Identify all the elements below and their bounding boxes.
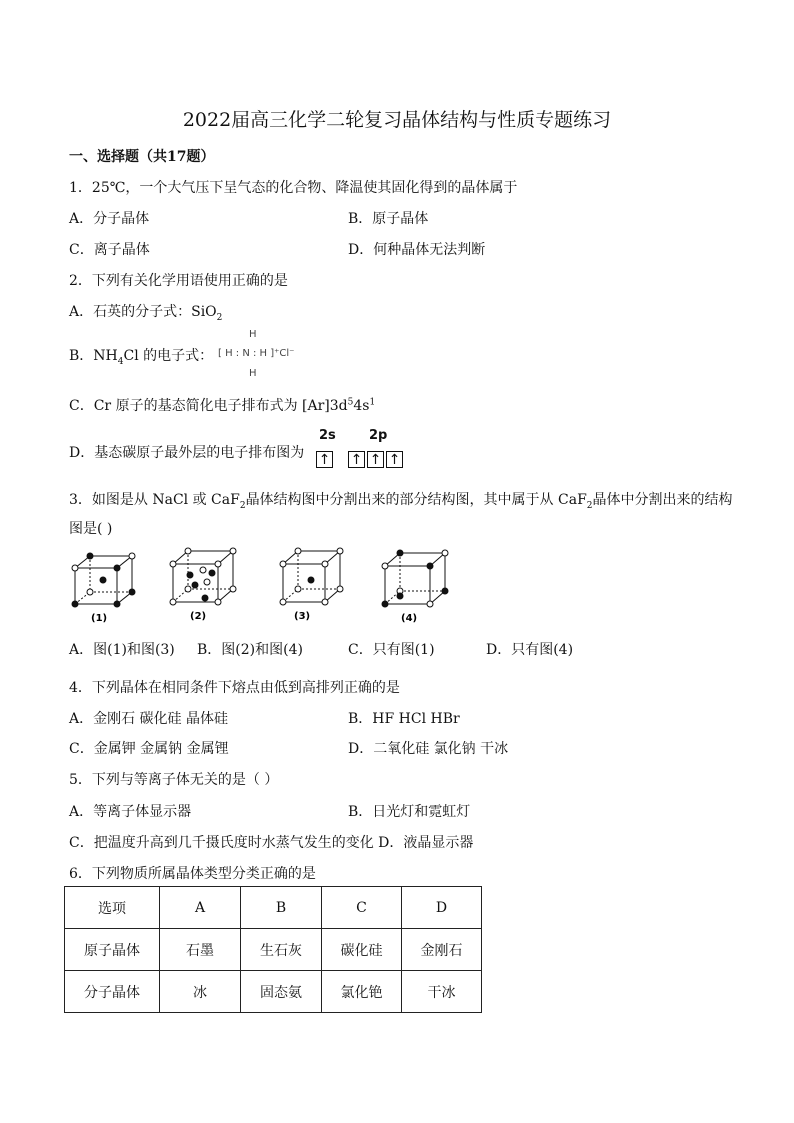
q2-option-d: D．基态碳原子最外层的电子排布图为	[69, 445, 305, 461]
orbital-label-2p: 2p	[369, 428, 388, 443]
q1-option-d: D．何种晶体无法判断	[348, 242, 486, 258]
table-row	[65, 971, 482, 1013]
table-cell: 固态氨	[241, 971, 322, 1013]
orbital-label-2s: 2s	[319, 428, 336, 443]
q4-option-b: B．HF HCl HBr	[348, 711, 460, 727]
q3-stem-line1: 3．如图是从 NaCl 或 CaF$_2$晶体结构图中分割出来的部分结构图，其中属于从 CaF$_2$晶体中分割出来的结构	[69, 492, 733, 511]
table-cell: A	[160, 887, 241, 929]
q3-option-a: A．图(1)和图(3)	[69, 642, 175, 658]
figure-caption-1: (1)	[91, 613, 108, 624]
orbital-box-2s	[316, 449, 333, 468]
table-cell: 氯化铯	[322, 971, 402, 1013]
crystal-structure-figures	[62, 543, 482, 625]
q1-stem: 1．25℃，一个大气压下呈气态的化合物、降温使其固化得到的晶体属于	[69, 180, 518, 196]
crystal-figure-4	[382, 550, 448, 607]
q2-option-c: C．Cr 原子的基态简化电子排布式为 $[Ar]3d^54s^1$	[69, 397, 376, 414]
q4-stem: 4．下列晶体在相同条件下熔点由低到高排列正确的是	[69, 680, 400, 696]
section-heading: 一、选择题（共17题）	[69, 149, 215, 165]
q2-stem: 2．下列有关化学用语使用正确的是	[69, 273, 288, 289]
q3-option-c: C．只有图(1)	[348, 642, 435, 658]
q3-stem-line2: 图是( )	[69, 521, 113, 537]
crystal-figure-1	[72, 553, 135, 607]
figure-caption-2: (2)	[190, 611, 207, 622]
figure-caption-3: (3)	[294, 611, 311, 622]
q3-option-d: D．只有图(4)	[486, 642, 574, 658]
q5-option-b: B．日光灯和霓虹灯	[348, 804, 471, 820]
q6-table	[64, 886, 482, 1013]
table-row	[65, 929, 482, 971]
up-arrow-icon: ↑	[316, 451, 333, 468]
q1-option-b: B．原子晶体	[348, 211, 429, 227]
q6-stem: 6．下列物质所属晶体类型分类正确的是	[69, 866, 316, 882]
q4-option-c: C．金属钾 金属钠 金属锂	[69, 741, 229, 757]
table-cell: 干冰	[402, 971, 482, 1013]
up-arrow-icon: ↑	[367, 451, 384, 468]
q4-option-a: A．金刚石 碳化硅 晶体硅	[69, 711, 229, 727]
q5-stem: 5．下列与等离子体无关的是（ ）	[69, 772, 279, 788]
up-arrow-icon: ↑	[348, 451, 365, 468]
table-cell: 石墨	[160, 929, 241, 971]
q2-option-b: B．$NH_4Cl$ 的电子式：	[69, 348, 214, 367]
table-cell: 选项	[65, 887, 160, 929]
electron-dot-formula: [ H : N : H ]⁺Cl⁻	[218, 348, 295, 359]
table-cell: 冰	[160, 971, 241, 1013]
crystal-figure-3	[280, 548, 343, 605]
crystal-figure-2	[170, 548, 236, 605]
table-row	[65, 887, 482, 929]
table-cell: 生石灰	[241, 929, 322, 971]
q5-option-cd: C．把温度升高到几千摄氏度时水蒸气发生的变化 D．液晶显示器	[69, 835, 474, 851]
table-cell: B	[241, 887, 322, 929]
table-cell: D	[402, 887, 482, 929]
table-cell: 碳化硅	[322, 929, 402, 971]
q4-option-d: D．二氧化硅 氯化钠 干冰	[348, 741, 509, 757]
q3-option-b: B．图(2)和图(4)	[197, 642, 303, 658]
q2-option-a: A．石英的分子式：SiO$_2$	[69, 304, 223, 323]
table-cell: 金刚石	[402, 929, 482, 971]
q1-option-a: A．分子晶体	[69, 211, 150, 227]
up-arrow-icon: ↑	[386, 451, 403, 468]
figure-caption-4: (4)	[401, 613, 418, 624]
table-cell: 原子晶体	[65, 929, 160, 971]
q1-option-c: C．离子晶体	[69, 242, 150, 258]
q5-option-a: A．等离子体显示器	[69, 804, 192, 820]
orbital-boxes-2p	[348, 449, 403, 468]
table-cell: 分子晶体	[65, 971, 160, 1013]
table-cell: C	[322, 887, 402, 929]
page-title: 2022届高三化学二轮复习晶体结构与性质专题练习	[182, 109, 612, 131]
electron-dot-top-h: H	[249, 329, 257, 340]
electron-dot-bottom-h: H	[249, 368, 257, 379]
